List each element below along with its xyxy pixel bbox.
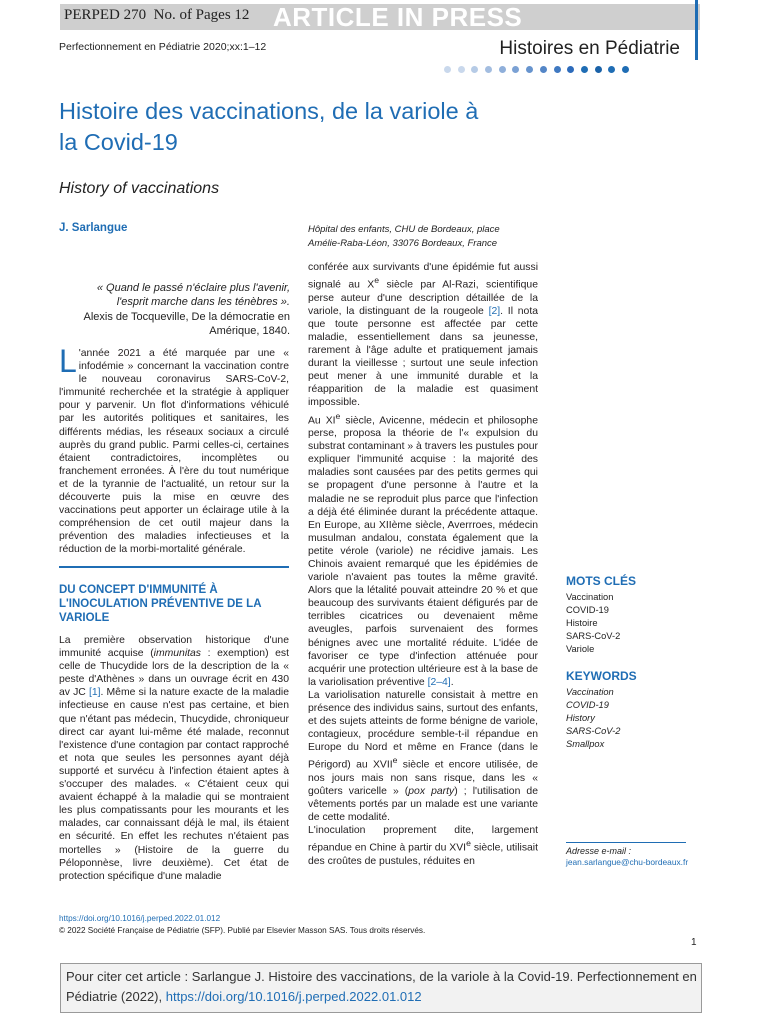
decorative-dot xyxy=(444,66,451,73)
body-paragraph: Au XIe siècle, Avicenne, médecin et philosophe perse, proposa la théorie de l'« expulsion du substrat contaminant » à travers les pustules pour expliquer l'immunité acquise : la majorité des maladies sont causées par des petits germes qui se propagent d'une personne à l'autre et la maladie ne se reproduit plus parce que l'infection a déjà été éliminée durant la précédente attaque. En Europe, au XIIème siècle, Averrroes, médecin musulman andalou, constata également que la petite vérole (variole) ne récidive jamais. Les Chinois avaient remarqué que les épidémies de variole n'avaient pas toutes la même gravité. Alors que la létalité pouvait atteindre 20 % et que beaucoup des survivants étaient défigurés par de terribles cicatrices ou devenaient même aveugles, parfois survenaient des formes bénignes avec une mortalité réduite. L'idée de favoriser ce type d'infection atténuée pour acquérir une protection ultérieure est à la base de la variolisation préventive [2–4]. xyxy=(308,410,538,688)
keyword-item: Vaccination xyxy=(566,592,614,602)
decorative-dot xyxy=(595,66,602,73)
decorative-dot xyxy=(554,66,561,73)
section-heading: DU CONCEPT D'IMMUNITÉ À L'INOCULATION PRÉVENTIVE DE LA VARIOLE xyxy=(59,584,262,624)
reference-link[interactable]: [2–4] xyxy=(427,676,451,688)
decorative-dot xyxy=(485,66,492,73)
keyword-item: Histoire xyxy=(566,617,598,628)
keyword-item: Variole xyxy=(566,643,595,654)
page-count: No. of Pages 12 xyxy=(153,7,250,23)
decorative-dot xyxy=(458,66,465,73)
keywords-en-list xyxy=(566,686,620,751)
reference-link[interactable]: [1] xyxy=(88,687,101,699)
author-name: J. Sarlangue xyxy=(59,222,128,234)
citation-doi-link[interactable]: https://doi.org/10.1016/j.perped.2022.01.012 xyxy=(165,988,422,1004)
decorative-dot xyxy=(526,66,533,73)
journal-code: PERPED 270 No. of Pages 12 xyxy=(64,7,250,23)
body-paragraph: conférée aux survivants d'une épidémie fut aussi signalé au Xe siècle par Al-Razi, scientifique perse auteur d'une description détaillée de la variole, la distinguant de la rougeole [2]. Il nota que toute personne est affectée par cette maladie, essentiellement dans sa jeunesse, rarement à l'âge adulte et pratiquement jamais durant la vieillesse ; surtout une seule infection peut mener à une immunité durable et la réapparition de la maladie est quasiment impossible. xyxy=(308,262,538,409)
decorative-dot xyxy=(581,66,588,73)
keyword-item: COVID-19 xyxy=(566,699,609,710)
keyword-item: Vaccination xyxy=(566,687,614,697)
decorative-dot-row xyxy=(444,66,629,74)
keyword-item: SARS-CoV-2 xyxy=(566,630,621,641)
drop-cap: L xyxy=(59,343,77,379)
citation-text: Pour citer cet article : Sarlangue J. Histoire des vaccinations, de la variole à la Covid-19. Perfectionnement en Pédiatrie (2022), https://doi.org/10.1016/j.perped.2022.01.012 xyxy=(66,969,697,1004)
keyword-item: SARS-CoV-2 xyxy=(566,725,621,736)
section-divider xyxy=(59,566,289,568)
page-number: 1 xyxy=(691,937,697,948)
decorative-dot xyxy=(608,66,615,73)
body-column-2 xyxy=(308,261,538,868)
decorative-dot xyxy=(540,66,547,73)
article-subtitle: History of vaccinations xyxy=(59,180,220,197)
body-paragraph: La variolisation naturelle consistait à mettre en présence des individus sains, surtout des enfants, et des sujets atteints de forme bénigne de variole, contagieux, procédure semble-t-il répandue en Europe du Nord et même en France (dans le Périgord) au XVIIe siècle et encore utilisée, de nos jours mais non sans risque, dans les « goûters varicelle » (pox party) ; l'utilisation de vêtements portés par un malade est une variante de cette modalité. xyxy=(308,689,538,824)
keyword-item: History xyxy=(566,712,595,723)
body-paragraph: La première observation historique d'une immunité acquise (immunitas : exemption) est celle de Thucydide lors de la description de la « peste d'Athènes » dans un ouvrage écrit en 430 av JC [1]. Même si la nature exacte de la maladie infectieuse en cause n'est pas certaine, et bien que n'étant pas médecin, Thucydide, chroniqueur direct car ayant lui-même été malade, reconnut l'existence d'une contagion par contact rapproché et nota que seules les personnes ayant déjà supporté et survécu à l'infection étaient aptes à s'occuper des malades. « C'étaient ceux qui avaient échappé à la maladie qui se montraient les plus compatissants pour les mourants et les malades, car connaissant déjà le mal, ils étaient en sécurité. En effet les rechutes n'étaient pas mortelles » (Histoire de la guerre du Péloponnèse, livre deuxième). Cet état de protection spécifique d'une maladie xyxy=(59,635,289,882)
reference-link[interactable]: [2] xyxy=(488,305,501,317)
doi-link[interactable]: https://doi.org/10.1016/j.perped.2022.01.012 xyxy=(59,914,221,923)
header-accent-line xyxy=(695,0,698,60)
journal-section-title: Histoires en Pédiatrie xyxy=(499,38,680,59)
decorative-dot xyxy=(567,66,574,73)
decorative-dot xyxy=(622,66,629,73)
keyword-item: Smallpox xyxy=(566,738,605,749)
contact-divider xyxy=(566,842,686,843)
keywords-fr-heading: MOTS CLÉS xyxy=(566,574,637,588)
decorative-dot xyxy=(499,66,506,73)
body-paragraph: L'inoculation proprement dite, largement répandue en Chine à partir du XVIe siècle, utilisait des croûtes de pustules, réduites en xyxy=(308,825,538,867)
author-email-link[interactable]: jean.sarlangue@chu-bordeaux.fr xyxy=(566,857,689,867)
decorative-dot xyxy=(471,66,478,73)
journal-citation-line: Perfectionnement en Pédiatrie 2020;xx:1–12 xyxy=(59,41,267,53)
press-banner-text: ARTICLE IN PRESS xyxy=(273,2,523,32)
email-label: Adresse e-mail : xyxy=(566,846,632,856)
keyword-item: COVID-19 xyxy=(566,604,609,615)
keywords-en-heading: KEYWORDS xyxy=(566,669,637,683)
copyright-notice: © 2022 Société Française de Pédiatrie (SFP). Publié par Elsevier Masson SAS. Tous droits réservés. xyxy=(59,926,426,935)
author-affiliation: Hôpital des enfants, CHU de Bordeaux, place Amélie-Raba-Léon, 33076 Bordeaux, France xyxy=(308,224,500,249)
decorative-dot xyxy=(512,66,519,73)
article-title: Histoire des vaccinations, de la variole à la Covid-19 xyxy=(59,98,479,155)
keywords-fr-list xyxy=(566,591,620,656)
epigraph-quote: « Quand le passé n'éclaire plus l'avenir, l'esprit marche dans les ténèbres ». Alexis de Tocqueville, De la démocratie en Amérique, 1840. xyxy=(83,282,290,338)
intro-paragraph: L 'année 2021 a été marquée par une « infodémie » concernant la vaccination contre le nouveau coronavirus SARS-CoV-2, l'immunité recherchée et la stratégie à appliquer pour y parvenir. Un flot d'informations véhiculé par les autorités politiques et sanitaires, les différents médias, les réseaux sociaux a circulé auprès du grand public. Parmi celles-ci, certaines étaient contradictoires, incomplètes ou franchement erronées. À l'ère du tout numérique et de la tyrannie de l'actualité, un retour sur la découverte puis la mise en œuvre des vaccinations peut apporter un éclairage utile à la compréhension de cet outil majeur dans la prévention des maladies infectieuses et la réduction de la morbi-mortalité générale. xyxy=(59,343,289,556)
